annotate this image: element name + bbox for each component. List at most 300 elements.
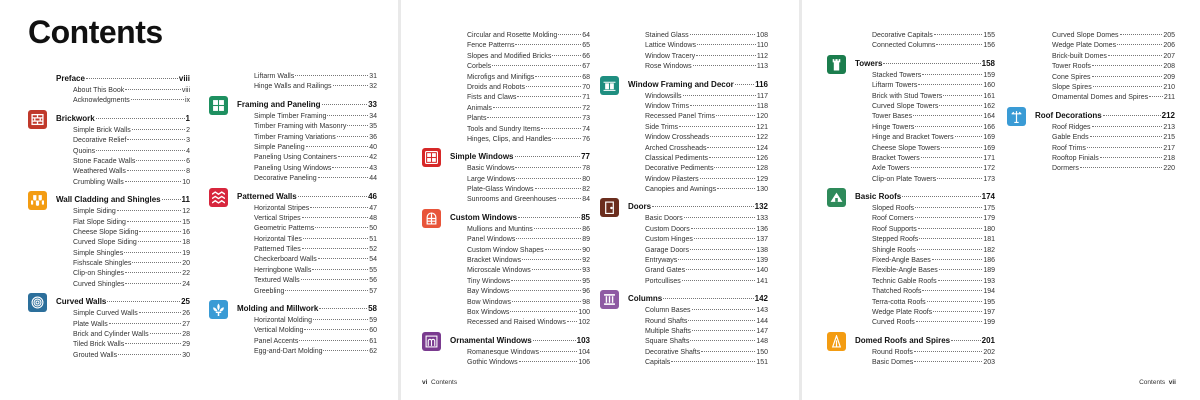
toc-entry[interactable] <box>56 330 190 340</box>
toc-entry[interactable] <box>628 185 768 195</box>
toc-entry[interactable] <box>450 246 590 256</box>
toc-entry[interactable] <box>855 298 995 308</box>
toc-entry[interactable] <box>56 147 190 157</box>
chapter-title: Preface <box>56 74 85 83</box>
toc-entry[interactable] <box>450 83 590 93</box>
entry-page-number: 65 <box>582 42 590 50</box>
entry-page-number: 156 <box>983 42 995 50</box>
toc-entry[interactable] <box>1035 31 1175 41</box>
toc-entry[interactable] <box>628 112 768 122</box>
entry-page-number: 20 <box>182 260 190 268</box>
toc-entry[interactable] <box>855 318 995 328</box>
toc-entry[interactable] <box>237 122 377 132</box>
toc-entry[interactable] <box>628 246 768 256</box>
toc-entry[interactable] <box>237 337 377 347</box>
toc-entry[interactable] <box>628 62 768 72</box>
entry-title: Flexible-Angle Bases <box>872 267 938 275</box>
toc-entry[interactable] <box>450 104 590 114</box>
dot-leader <box>139 231 181 232</box>
toc-entry[interactable] <box>56 249 190 259</box>
toc-entry[interactable] <box>237 143 377 153</box>
chapter-heading[interactable] <box>855 334 995 348</box>
toc-entry[interactable] <box>628 52 768 62</box>
entry-title: Brick-built Domes <box>1052 52 1107 60</box>
dot-leader <box>526 86 581 87</box>
toc-entry[interactable] <box>855 214 995 224</box>
toc-entry[interactable] <box>450 114 590 124</box>
toc-entry[interactable] <box>237 214 377 224</box>
toc-entry[interactable] <box>628 337 768 347</box>
entry-title: Curved Shingles <box>73 280 125 288</box>
toc-entry[interactable] <box>237 112 377 122</box>
dot-leader <box>927 301 983 302</box>
toc-entry[interactable] <box>628 256 768 266</box>
entry-title: Corbels <box>467 63 492 71</box>
toc-entry[interactable] <box>855 266 995 276</box>
toc-entry[interactable] <box>855 102 995 112</box>
entry-title: Panel Windows <box>467 236 516 244</box>
entry-title: Hinge and Bracket Towers <box>872 134 954 142</box>
toc-entry[interactable] <box>628 102 768 112</box>
toc-entry[interactable] <box>1035 164 1175 174</box>
entry-title: Stepped Roofs <box>872 236 919 244</box>
dot-leader <box>1090 136 1163 137</box>
chapter-heading[interactable] <box>855 190 995 204</box>
page-title: Contents <box>28 14 163 50</box>
chapter-heading[interactable] <box>628 78 768 92</box>
dot-leader <box>492 65 581 66</box>
toc-entry[interactable] <box>855 235 995 245</box>
chapter-heading[interactable] <box>1035 109 1175 123</box>
chapter-heading[interactable] <box>56 112 190 126</box>
toc-entry[interactable] <box>855 246 995 256</box>
entry-title: Dormers <box>1052 165 1079 173</box>
toc-entry[interactable] <box>628 144 768 154</box>
chapter-page-number: 33 <box>368 99 377 109</box>
entry-title: Roof Corners <box>872 215 914 223</box>
toc-entry[interactable] <box>450 31 590 41</box>
entry-page-number: 108 <box>756 32 768 39</box>
toc-entry[interactable] <box>450 298 590 308</box>
dot-leader <box>558 198 582 199</box>
entry-title: Curved Slope Siding <box>73 239 137 247</box>
toc-entry[interactable] <box>855 123 995 133</box>
entry-title: Round Roofs <box>872 348 913 356</box>
entry-title: Decorative Capitals <box>872 32 933 39</box>
chapter-title: Simple Windows <box>450 152 514 162</box>
toc-entry[interactable] <box>855 154 995 164</box>
entry-page-number: 56 <box>369 277 377 285</box>
chapter-heading[interactable] <box>450 334 590 348</box>
toc-entry[interactable] <box>1035 73 1175 83</box>
toc-entry[interactable] <box>628 266 768 276</box>
dot-leader <box>118 354 181 355</box>
entry-page-number: 61 <box>369 337 377 345</box>
toc-entry[interactable] <box>237 164 377 174</box>
toc-entry[interactable] <box>450 135 590 145</box>
entry-title: Custom Doors <box>645 225 690 233</box>
toc-entry[interactable] <box>450 73 590 83</box>
entry-title: Hinge Towers <box>872 123 915 131</box>
toc-entry[interactable] <box>855 164 995 174</box>
dot-leader <box>535 188 582 189</box>
toc-entry[interactable] <box>628 164 768 174</box>
entry-title: Wedge Plate Roofs <box>872 308 933 316</box>
dot-leader <box>684 217 756 218</box>
toc-entry[interactable] <box>450 266 590 276</box>
toc-column-3 <box>422 31 590 374</box>
toc-entry[interactable] <box>237 266 377 276</box>
entry-title: Slope Spires <box>1052 83 1092 91</box>
ornamental-window-icon <box>422 332 441 351</box>
toc-entry[interactable] <box>855 144 995 154</box>
toc-entry[interactable] <box>450 348 590 358</box>
entry-page-number: 93 <box>582 267 590 275</box>
toc-entry[interactable] <box>450 308 590 318</box>
dot-leader <box>125 181 182 182</box>
toc-entry[interactable] <box>56 157 190 167</box>
toc-entry[interactable] <box>628 175 768 185</box>
entry-page-number: 54 <box>369 256 377 264</box>
entry-page-number: 205 <box>1163 32 1175 39</box>
entry-page-number: 141 <box>756 277 768 285</box>
entry-page-number: 57 <box>369 287 377 295</box>
dot-leader <box>678 259 755 260</box>
entry-page-number: 22 <box>182 270 190 278</box>
toc-entry[interactable] <box>628 41 768 51</box>
dot-leader <box>934 34 983 35</box>
dot-leader <box>299 340 368 341</box>
dot-leader <box>487 117 581 118</box>
toc-entry[interactable] <box>1035 123 1175 133</box>
entry-title: Roof Trims <box>1052 144 1086 152</box>
toc-entry[interactable] <box>855 277 995 287</box>
entry-title: Decorative Relief <box>73 137 127 145</box>
dot-leader <box>918 84 982 85</box>
toc-entry[interactable] <box>628 154 768 164</box>
chapter-heading[interactable] <box>237 98 377 112</box>
entry-page-number: 15 <box>182 218 190 226</box>
entry-title: Herringbone Walls <box>254 266 312 274</box>
toc-entry[interactable] <box>855 92 995 102</box>
dot-leader <box>710 136 755 137</box>
entry-title: Grand Gates <box>645 267 686 275</box>
toc-entry[interactable] <box>1035 154 1175 164</box>
toc-entry[interactable] <box>450 175 590 185</box>
toc-entry[interactable] <box>56 351 190 361</box>
entry-page-number: 89 <box>582 236 590 244</box>
entry-page-number: 194 <box>983 288 995 296</box>
entry-page-number: 202 <box>983 348 995 356</box>
entry-title: Animals <box>467 104 492 112</box>
toc-entry[interactable] <box>855 175 995 185</box>
dot-leader <box>515 156 581 157</box>
dot-leader <box>690 105 756 106</box>
toc-entry[interactable] <box>855 112 995 122</box>
toc-entry[interactable] <box>56 269 190 279</box>
toc-entry[interactable] <box>855 225 995 235</box>
dot-leader <box>338 156 368 157</box>
entry-page-number: 78 <box>582 165 590 173</box>
entry-page-number: 82 <box>582 186 590 194</box>
footer-page-number: vi <box>422 379 428 386</box>
entry-title: Bow Windows <box>467 298 511 306</box>
entry-title: Gable Ends <box>1052 134 1089 142</box>
dot-leader <box>938 280 983 281</box>
entry-title: Basic Windows <box>467 165 515 173</box>
toc-entry[interactable] <box>56 218 190 228</box>
toc-entry[interactable] <box>628 31 768 41</box>
entry-title: Plate Walls <box>73 320 108 328</box>
toc-entry[interactable] <box>450 185 590 195</box>
entry-title: Plants <box>467 115 487 123</box>
toc-entry[interactable] <box>450 358 590 368</box>
entry-title: Patterned Tiles <box>254 246 301 254</box>
dot-leader <box>691 228 756 229</box>
entry-page-number: 128 <box>756 165 768 173</box>
entry-page-number: 19 <box>182 249 190 257</box>
toc-entry[interactable] <box>628 225 768 235</box>
toc-entry[interactable] <box>628 92 768 102</box>
toc-entry[interactable] <box>237 276 377 286</box>
entry-page-number: 117 <box>756 92 768 100</box>
toc-entry[interactable] <box>450 318 590 328</box>
dot-leader <box>937 178 982 179</box>
dot-leader <box>693 65 756 66</box>
toc-entry[interactable] <box>237 133 377 143</box>
entry-title: Thatched Roofs <box>872 288 922 296</box>
dot-leader <box>132 262 181 263</box>
dot-leader <box>939 269 983 270</box>
toc-entry[interactable] <box>56 228 190 238</box>
entry-title: Connected Columns <box>872 42 936 50</box>
toc-entry[interactable] <box>56 320 190 330</box>
chapter-heading[interactable] <box>237 190 377 204</box>
dot-leader <box>716 115 755 116</box>
chapter-heading[interactable] <box>56 193 190 207</box>
entry-page-number: 147 <box>756 327 768 335</box>
toc-entry[interactable] <box>628 327 768 337</box>
toc-entry[interactable] <box>56 340 190 350</box>
dot-leader <box>883 63 980 64</box>
toc-entry[interactable] <box>855 31 995 41</box>
entry-page-number: 76 <box>582 135 590 143</box>
toc-section <box>422 211 590 329</box>
entry-title: Entryways <box>645 257 678 265</box>
entry-title: Fixed-Angle Bases <box>872 257 931 265</box>
toc-entry[interactable] <box>450 41 590 51</box>
entry-page-number: 73 <box>582 115 590 123</box>
toc-entry[interactable] <box>855 348 995 358</box>
entry-title: Vertical Stripes <box>254 214 301 222</box>
toc-entry[interactable] <box>56 178 190 188</box>
toc-entry[interactable] <box>1035 52 1175 62</box>
entry-title: Simple Timber Framing <box>254 112 327 120</box>
toc-entry[interactable] <box>237 174 377 184</box>
toc-entry[interactable] <box>1035 83 1175 93</box>
toc-entry[interactable] <box>237 287 377 297</box>
dot-leader <box>707 147 755 148</box>
entry-page-number: 166 <box>983 123 995 131</box>
toc-entry[interactable] <box>855 358 995 368</box>
weathervane-icon <box>1007 107 1026 126</box>
toc-entry[interactable] <box>855 71 995 81</box>
entry-title: Timber Framing with Masonry <box>254 123 347 131</box>
toc-entry[interactable] <box>855 204 995 214</box>
chapter-heading[interactable] <box>56 295 190 309</box>
page-left <box>0 0 398 400</box>
entry-title: Tower Bases <box>872 113 913 121</box>
toc-entry[interactable] <box>237 347 377 357</box>
entry-page-number: 64 <box>582 32 590 39</box>
dot-leader <box>107 301 180 302</box>
chapter-title: Patterned Walls <box>237 191 297 201</box>
dot-leader <box>686 269 755 270</box>
toc-entry[interactable] <box>855 256 995 266</box>
entry-page-number: 160 <box>983 82 995 90</box>
entry-page-number: 140 <box>756 267 768 275</box>
toc-entry[interactable] <box>628 214 768 224</box>
entry-page-number: 18 <box>182 239 190 247</box>
toc-entry[interactable] <box>1035 62 1175 72</box>
toc-entry[interactable] <box>450 62 590 72</box>
toc-entry[interactable] <box>237 316 377 326</box>
entry-page-number: 106 <box>578 359 590 367</box>
dot-leader <box>337 136 369 137</box>
entry-page-number: 151 <box>756 359 768 367</box>
dot-leader <box>697 44 756 45</box>
toc-entry[interactable] <box>628 123 768 133</box>
toc-entry[interactable] <box>237 204 377 214</box>
entry-page-number: 90 <box>582 246 590 254</box>
entry-title: Paneling Using Containers <box>254 154 337 162</box>
toc-entry[interactable] <box>450 277 590 287</box>
dot-leader <box>150 333 182 334</box>
toc-section <box>28 193 190 290</box>
dot-leader <box>125 283 181 284</box>
toc-entry[interactable] <box>450 93 590 103</box>
toc-section <box>422 31 590 145</box>
entry-title: Fists and Claws <box>467 94 517 102</box>
toc-entry[interactable] <box>56 136 190 146</box>
toc-entry[interactable] <box>855 308 995 318</box>
dot-leader <box>688 320 755 321</box>
toc-entry[interactable] <box>56 126 190 136</box>
chapter-heading[interactable] <box>237 302 377 316</box>
toc-entry[interactable] <box>628 133 768 143</box>
chapter-heading[interactable] <box>628 200 768 214</box>
toc-entry[interactable] <box>56 86 190 96</box>
toc-entry[interactable] <box>56 207 190 217</box>
chapter-heading[interactable] <box>56 72 190 86</box>
dot-leader <box>915 217 983 218</box>
toc-entry[interactable] <box>1035 133 1175 143</box>
entry-title: Basic Domes <box>872 359 914 367</box>
entry-page-number: 138 <box>756 246 768 254</box>
toc-entry[interactable] <box>855 41 995 51</box>
toc-entry[interactable] <box>450 235 590 245</box>
entry-page-number: 55 <box>369 266 377 274</box>
toc-entry[interactable] <box>1035 144 1175 154</box>
chapter-heading[interactable] <box>628 292 768 306</box>
dot-leader <box>518 217 580 218</box>
toc-entry[interactable] <box>237 255 377 265</box>
toc-entry[interactable] <box>855 133 995 143</box>
page-right <box>802 0 1200 400</box>
entry-title: Ornamental Domes and Spires <box>1052 94 1149 102</box>
toc-entry[interactable] <box>855 81 995 91</box>
toc-entry[interactable] <box>237 82 377 92</box>
toc-entry[interactable] <box>855 287 995 297</box>
entry-title: Cone Spires <box>1052 73 1091 81</box>
chapter-title: Basic Roofs <box>855 192 902 202</box>
entry-page-number: 28 <box>182 331 190 339</box>
chapter-heading[interactable] <box>855 57 995 71</box>
toc-entry[interactable] <box>237 245 377 255</box>
toc-entry[interactable] <box>56 280 190 290</box>
entry-page-number: 169 <box>983 134 995 142</box>
toc-entry[interactable] <box>56 167 190 177</box>
entry-title: Decorative Pediments <box>645 165 714 173</box>
dot-leader <box>932 259 983 260</box>
toc-entry[interactable] <box>450 52 590 62</box>
toc-entry[interactable] <box>237 326 377 336</box>
entry-title: Weathered Walls <box>73 168 126 176</box>
toc-entry[interactable] <box>450 195 590 205</box>
entry-page-number: 52 <box>369 246 377 254</box>
toc-entry[interactable] <box>237 72 377 82</box>
dot-leader <box>323 350 368 351</box>
toc-entry[interactable] <box>56 309 190 319</box>
dot-leader <box>939 105 982 106</box>
toc-entry[interactable] <box>628 306 768 316</box>
toc-entry[interactable] <box>1035 41 1175 51</box>
toc-entry[interactable] <box>450 256 590 266</box>
toc-entry[interactable] <box>628 348 768 358</box>
dot-leader <box>1103 115 1161 116</box>
toc-entry[interactable] <box>450 164 590 174</box>
toc-entry[interactable] <box>628 358 768 368</box>
entry-page-number: 159 <box>983 71 995 79</box>
toc-entry[interactable] <box>237 153 377 163</box>
toc-entry[interactable] <box>56 96 190 106</box>
toc-entry[interactable] <box>628 317 768 327</box>
toc-entry[interactable] <box>450 225 590 235</box>
toc-entry[interactable] <box>237 235 377 245</box>
toc-section <box>827 190 995 329</box>
toc-entry[interactable] <box>628 277 768 287</box>
entry-title: Side Trims <box>645 123 679 131</box>
toc-entry[interactable] <box>450 125 590 135</box>
toc-entry[interactable] <box>628 235 768 245</box>
toc-entry[interactable] <box>56 259 190 269</box>
entry-page-number: 43 <box>369 164 377 172</box>
chapter-heading[interactable] <box>450 150 590 164</box>
dot-leader <box>922 290 982 291</box>
page-middle <box>401 0 799 400</box>
toc-entry[interactable] <box>450 287 590 297</box>
toc-entry[interactable] <box>1035 93 1175 103</box>
entry-page-number: 181 <box>983 236 995 244</box>
entry-title: Large Windows <box>467 175 516 183</box>
dot-leader <box>131 99 184 100</box>
toc-entry[interactable] <box>237 224 377 234</box>
entry-title: Simple Shingles <box>73 249 124 257</box>
toc-column-2 <box>209 72 377 363</box>
toc-entry[interactable] <box>56 238 190 248</box>
dot-leader <box>919 238 982 239</box>
chapter-heading[interactable] <box>450 211 590 225</box>
